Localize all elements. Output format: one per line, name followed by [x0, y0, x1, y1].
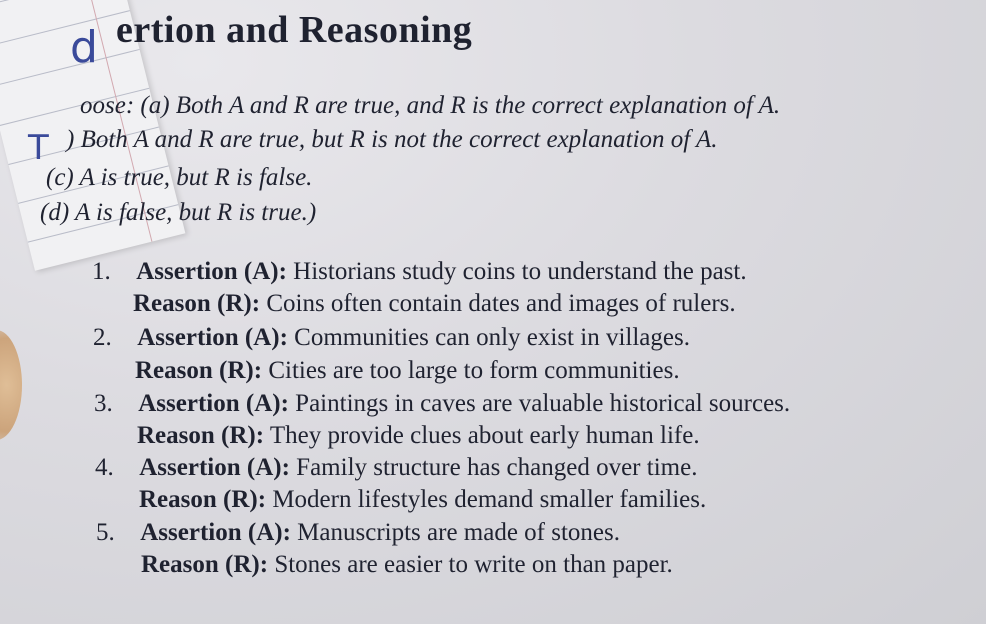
- reason-label: Reason (R):: [141, 551, 269, 578]
- assertion-text: Family structure has changed over time.: [296, 454, 698, 481]
- question-number: 2.: [93, 324, 112, 351]
- reason-text: They provide clues about early human life.: [269, 422, 700, 449]
- reason-text: Modern lifestyles demand smaller families.: [272, 486, 707, 513]
- question-2-reason: [135, 357, 680, 385]
- instruction-b: ) Both A and R are true, but R is not the correct explanation of A.: [66, 126, 718, 153]
- assertion-text: Manuscripts are made of stones.: [297, 519, 620, 546]
- assertion-label: Assertion (A):: [137, 324, 288, 351]
- instruction-a: oose: (a) Both A and R are true, and R is the correct explanation of A.: [80, 92, 781, 119]
- assertion-text: Paintings in caves are valuable historical sources.: [295, 390, 791, 417]
- question-3-assertion: [94, 390, 790, 418]
- reason-label: Reason (R):: [133, 290, 261, 317]
- reason-text: Stones are easier to write on than paper.: [274, 551, 673, 578]
- question-number: 5.: [96, 519, 115, 546]
- instruction-d: (d) A is false, but R is true.): [40, 199, 317, 226]
- finger-shadow: [0, 330, 22, 440]
- question-number: 4.: [95, 454, 114, 481]
- assertion-text: Historians study coins to understand the past.: [293, 258, 747, 285]
- handwritten-d: d: [70, 22, 98, 73]
- question-5-assertion: [96, 519, 620, 547]
- assertion-label: Assertion (A):: [136, 258, 287, 285]
- instruction-c: (c) A is true, but R is false.: [46, 164, 313, 191]
- reason-text: Coins often contain dates and images of rulers.: [266, 290, 736, 317]
- reason-label: Reason (R):: [135, 357, 263, 384]
- question-number: 3.: [94, 390, 113, 417]
- reason-label: Reason (R):: [139, 486, 267, 513]
- assertion-label: Assertion (A):: [140, 519, 291, 546]
- question-2-assertion: [93, 324, 690, 352]
- question-number: 1.: [92, 258, 111, 285]
- page-title: ertion and Reasoning: [116, 9, 473, 51]
- question-1-assertion: [92, 258, 747, 286]
- handwritten-t: T: [28, 128, 49, 168]
- assertion-label: Assertion (A):: [139, 454, 290, 481]
- question-4-assertion: [95, 454, 697, 482]
- assertion-text: Communities can only exist in villages.: [294, 324, 690, 351]
- reason-text: Cities are too large to form communities.: [268, 357, 680, 384]
- assertion-label: Assertion (A):: [138, 390, 289, 417]
- reason-label: Reason (R):: [137, 422, 265, 449]
- question-1-reason: [133, 290, 736, 318]
- question-5-reason: [141, 551, 673, 579]
- question-4-reason: [139, 486, 706, 514]
- question-3-reason: [137, 422, 700, 450]
